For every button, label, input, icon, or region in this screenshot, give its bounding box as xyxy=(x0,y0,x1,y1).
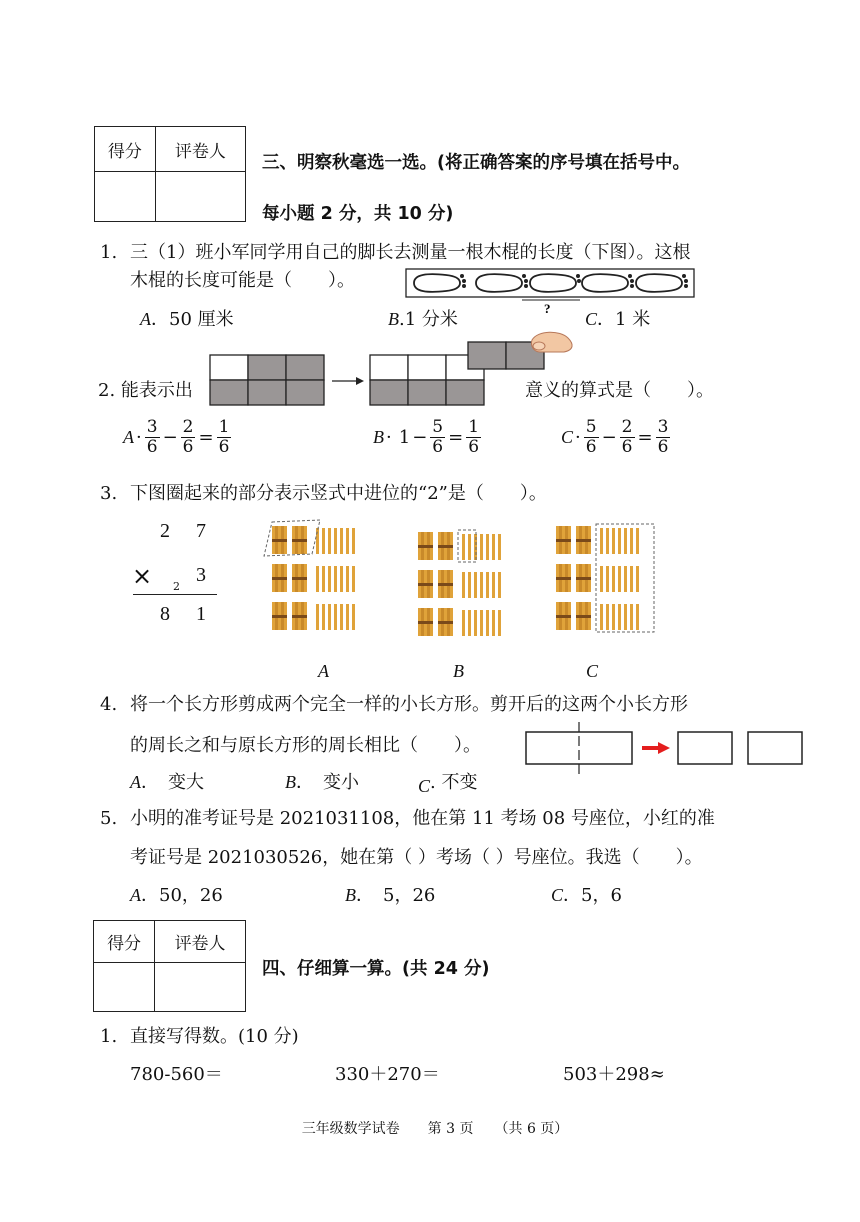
q2-b-fraction3: $\frac{1}{6}$ xyxy=(468,417,480,457)
q3-sticks-figure xyxy=(260,516,670,640)
q5-option-a[interactable] xyxy=(130,882,223,909)
q4-line2: 的周长之和与原长方形的周长相比（ ）。 xyxy=(130,735,481,756)
q3-top-tens: 2 xyxy=(160,520,170,542)
q1-line2: 木棍的长度可能是（ ）。 xyxy=(130,270,355,291)
calc-item-2: 330＋270＝ xyxy=(335,1064,440,1085)
score-cell[interactable] xyxy=(94,963,155,1012)
q5-option-c-text: ．5，6 xyxy=(563,885,622,906)
q1-option-b-text: .1 分米 xyxy=(399,309,458,330)
q2-c-operator: − xyxy=(601,427,617,448)
q4-option-c-text: . 不变 xyxy=(430,772,478,793)
page-footer: 三年级数学试卷 第 3 页 （共 6 页） xyxy=(301,1121,569,1137)
q5-option-b-letter: B xyxy=(345,885,356,905)
q2-c-fraction3: $\frac{3}{6}$ xyxy=(657,417,669,457)
q3-result-ones: 1 xyxy=(196,603,206,625)
score-label: 得分 xyxy=(94,921,155,963)
q5-option-a-letter: A xyxy=(130,885,141,905)
q3-carry: 2 xyxy=(173,580,180,593)
q2-a-equals: = xyxy=(198,427,214,448)
q4-option-a-letter: A xyxy=(130,772,141,792)
q4-number: 4. xyxy=(100,694,118,715)
q1-option-c-letter: C xyxy=(585,309,598,329)
q5-line1: 小明的准考证号是 2021031108，他在第 11 考场 08 号座位，小红的准 xyxy=(130,808,715,829)
q1-question-mark: ? xyxy=(544,301,551,316)
q4-line1: 将一个长方形剪成两个完全一样的小长方形。剪开后的这两个小长方形 xyxy=(130,694,688,715)
q5-option-b[interactable] xyxy=(345,882,435,909)
q3-multiplier: 3 xyxy=(196,564,206,586)
q1-option-b-letter: B xyxy=(388,309,399,329)
q3-top-ones: 7 xyxy=(196,520,206,542)
q4-option-c-letter: C xyxy=(418,776,431,796)
grader-cell[interactable] xyxy=(155,172,245,222)
q2-option-b-letter: B xyxy=(373,427,384,447)
q1-line1: 三（1）班小军同学用自己的脚长去测量一根木棍的长度（下图）。这根 xyxy=(130,242,691,263)
q5-line2: 考证号是 2021030526，她在第（ ）考场（ ）号座位。我选（ ）。 xyxy=(130,847,703,868)
q1-option-a-letter: A xyxy=(140,309,151,329)
section4-title: 四、仔细算一算。(共 24 分) xyxy=(262,959,490,979)
score-table xyxy=(94,126,246,222)
q3-label-c: C xyxy=(586,661,599,681)
q4-option-c[interactable] xyxy=(418,769,477,796)
q2-b-whole: 1 xyxy=(398,427,411,448)
section3-title-line2: 每小题 2 分，共 10 分) xyxy=(262,204,454,224)
grader-label: 评卷人 xyxy=(155,921,246,963)
calc-item-3: 503＋298≈ xyxy=(563,1064,665,1085)
q3-text: 下图圈起来的部分表示竖式中进位的“2”是（ ）。 xyxy=(130,483,547,504)
q4-option-b-text: ． 变小 xyxy=(296,772,359,793)
q2-option-a-dot: · xyxy=(136,427,142,448)
s4q1-text: 直接写得数。(10 分) xyxy=(130,1026,299,1047)
q4-option-b[interactable] xyxy=(285,769,359,796)
q2-prefix: 2. 能表示出 xyxy=(98,380,193,401)
q1-option-c-text: ．1 米 xyxy=(597,309,651,330)
q2-option-a-letter: A xyxy=(123,427,134,447)
q2-option-b-dot: · xyxy=(386,427,392,448)
q5-number: 5. xyxy=(100,808,118,829)
q4-option-b-letter: B xyxy=(285,772,296,792)
score-label: 得分 xyxy=(95,127,156,172)
q2-option-c[interactable] xyxy=(560,418,672,457)
q5-option-a-text: ．50，26 xyxy=(141,885,223,906)
q2-option-c-letter: C xyxy=(561,427,574,447)
q5-option-b-text: ． 5，26 xyxy=(356,885,436,906)
section3-title-line1: 三、明察秋毫选一选。(将正确答案的序号填在括号中。 xyxy=(262,153,690,173)
grader-cell[interactable] xyxy=(155,963,246,1012)
q2-option-b[interactable] xyxy=(372,418,483,457)
q1-option-c[interactable] xyxy=(585,306,650,333)
q2-c-fraction1: $\frac{5}{6}$ xyxy=(585,417,597,457)
q1-number: 1. xyxy=(100,242,118,263)
score-cell[interactable] xyxy=(95,172,156,222)
q3-label-b: B xyxy=(453,661,464,681)
grader-label: 评卷人 xyxy=(155,127,245,172)
q2-a-fraction3: $\frac{1}{6}$ xyxy=(218,417,230,457)
q2-option-a[interactable] xyxy=(122,418,233,457)
s4q1-number: 1. xyxy=(100,1026,118,1047)
q2-a-fraction1: $\frac{3}{6}$ xyxy=(146,417,158,457)
q5-option-c[interactable] xyxy=(551,882,622,909)
q3-result-tens: 8 xyxy=(160,603,170,625)
score-table xyxy=(93,920,246,1012)
q3-times: × xyxy=(132,562,153,590)
q2-b-fraction2: $\frac{5}{6}$ xyxy=(432,417,444,457)
q3-result-line xyxy=(133,594,217,595)
q5-option-c-letter: C xyxy=(551,885,564,905)
calc-item-1: 780-560＝ xyxy=(130,1064,223,1085)
q3-number: 3. xyxy=(100,483,118,504)
q2-a-operator: − xyxy=(162,427,178,448)
q2-fraction-diagram xyxy=(208,328,578,410)
q2-suffix: 意义的算式是（ ）。 xyxy=(525,380,714,401)
q2-option-c-dot: · xyxy=(575,427,581,448)
q2-c-fraction2: $\frac{2}{6}$ xyxy=(621,417,633,457)
q4-option-a-text: ． 变大 xyxy=(141,772,204,793)
q2-a-fraction2: $\frac{2}{6}$ xyxy=(182,417,194,457)
q4-option-a[interactable] xyxy=(130,769,204,796)
q4-rectangle-cut-figure xyxy=(522,720,806,778)
q2-b-operator: − xyxy=(412,427,428,448)
q1-option-a-text: ．50 厘米 xyxy=(151,309,234,330)
q3-label-a: A xyxy=(318,661,329,681)
q2-b-equals: = xyxy=(448,427,464,448)
q2-c-equals: = xyxy=(637,427,653,448)
